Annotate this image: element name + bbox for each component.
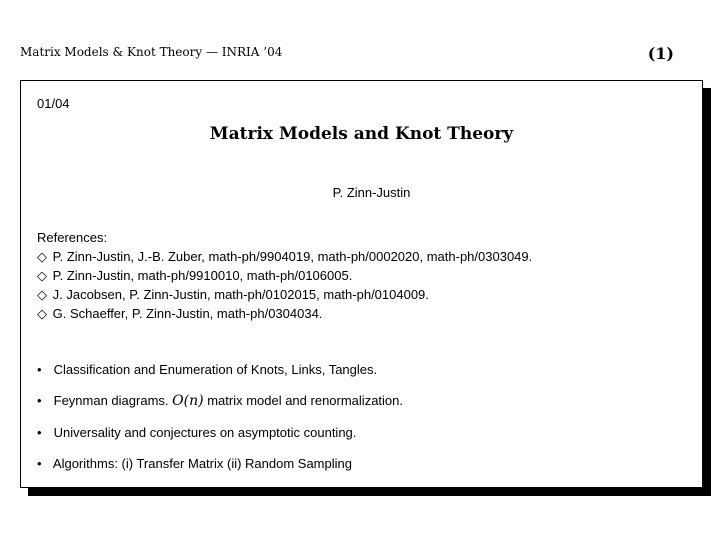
diamond-icon: ◇ — [37, 268, 47, 283]
bullet-text: Universality and conjectures on asymptotic counting. — [53, 425, 357, 440]
slide-number: 01/04 — [37, 96, 70, 111]
bullet-item — [37, 393, 403, 409]
bullet-icon: • — [37, 393, 42, 408]
bullet-item — [37, 425, 356, 440]
running-title: Matrix Models & Knot Theory — INRIA ’04 — [20, 45, 283, 59]
bullet-icon: • — [37, 362, 42, 377]
bullet-text: Feynman diagrams. — [53, 393, 169, 408]
slide-title: Matrix Models and Knot Theory — [209, 124, 514, 144]
author: P. Zinn-Justin — [332, 185, 411, 200]
references-heading: References: — [37, 230, 108, 245]
bullet-text: matrix model and renormalization. — [207, 393, 403, 408]
reference-item — [37, 306, 322, 322]
diamond-icon: ◇ — [37, 306, 47, 321]
math-expression: O(n) — [172, 393, 204, 409]
bullet-text: Algorithms: (i) Transfer Matrix (ii) Random Sampling — [52, 456, 352, 471]
reference-text: P. Zinn-Justin, math-ph/9910010, math-ph/0106005. — [52, 268, 353, 283]
page-number: (1) — [647, 44, 674, 63]
reference-text: J. Jacobsen, P. Zinn-Justin, math-ph/0102015, math-ph/0104009. — [52, 287, 429, 302]
reference-item — [37, 268, 352, 284]
diamond-icon: ◇ — [37, 287, 47, 302]
bullet-icon: • — [37, 425, 42, 440]
bullet-item — [37, 456, 352, 471]
bullet-icon: • — [37, 456, 42, 471]
slide-frame — [20, 80, 703, 488]
reference-item — [37, 287, 429, 303]
reference-item — [37, 249, 532, 265]
diamond-icon: ◇ — [37, 249, 47, 264]
reference-text: P. Zinn-Justin, J.-B. Zuber, math-ph/9904019, math-ph/0002020, math-ph/0303049. — [52, 249, 533, 264]
bullet-item — [37, 362, 377, 377]
bullet-text: Classification and Enumeration of Knots, Links, Tangles. — [53, 362, 378, 377]
reference-text: G. Schaeffer, P. Zinn-Justin, math-ph/0304034. — [52, 306, 323, 321]
